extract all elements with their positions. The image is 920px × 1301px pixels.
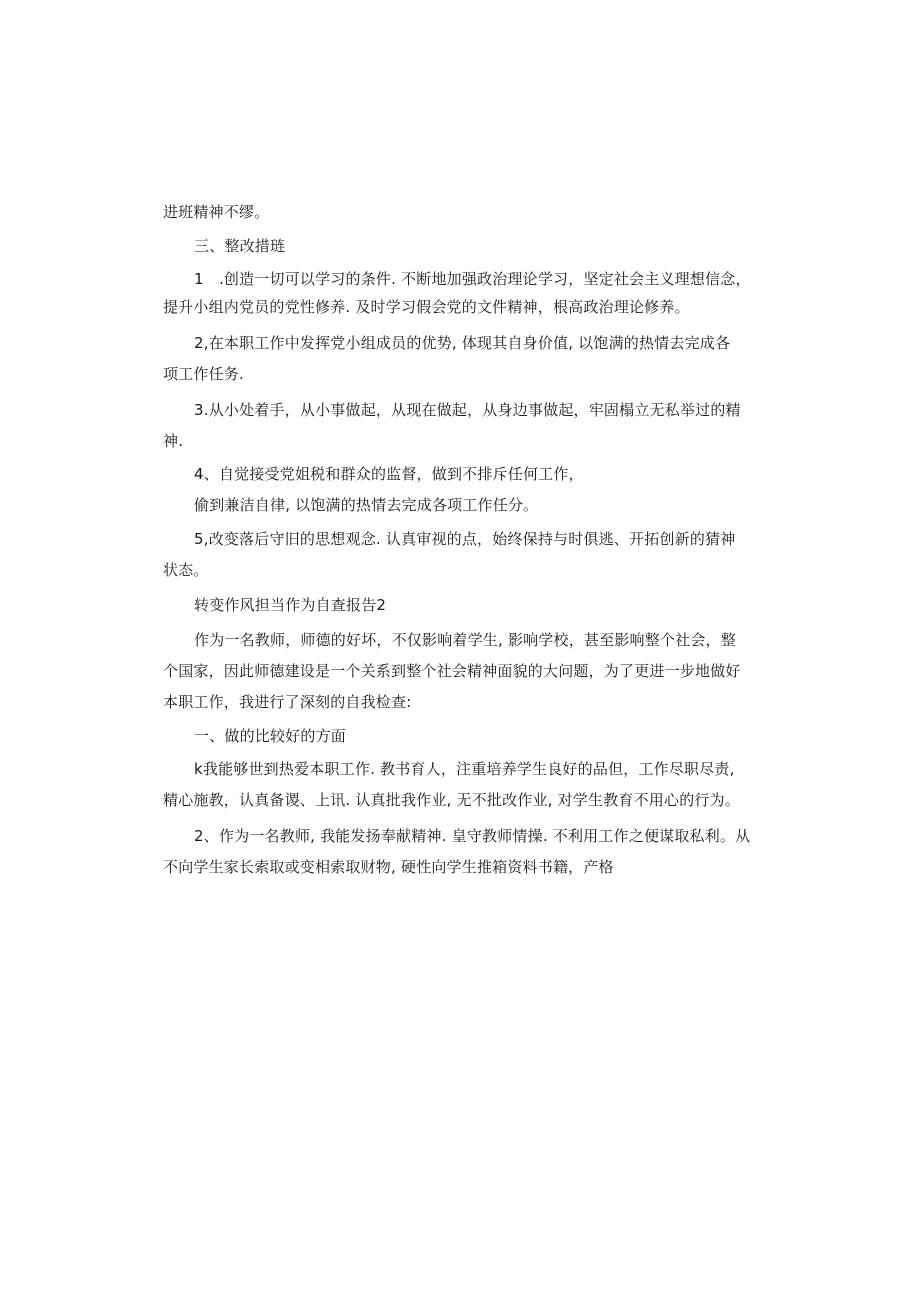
text-line: 2、作为一名教师, 我能发扬奉献精神. 皇守教师情操. 不利用工作之便谋取私利。从 (194, 827, 751, 845)
text-line: 个国家，因此师德建设是一个关系到整个社会精神面貌的大问题，为了更进一步地做好 (163, 662, 741, 680)
text-line: 4、自觉接受党姐税和群众的监督，做到不排斥任何工作， (194, 465, 584, 483)
text-line: 作为一名教师，师德的好坏，不仅影响着学生, 影响学校，甚至影响整个社会，整 (194, 631, 736, 649)
text-line: 本职工作，我进行了深刻的自我检查: (163, 693, 412, 711)
text-line: 项工作任务. (163, 365, 244, 383)
text-line: 2,在本职工作中发挥党小组成员的优势, 体现其自身价值, 以饱满的热情去完成各 (194, 334, 731, 352)
section-heading: 一、做的比较好的方面 (194, 727, 347, 745)
text-line: 5,改变落后守旧的思想观念. 认真审视的点，始终保持与时俱逃、开拓创新的猜神 (194, 530, 736, 548)
text-line: 精心施教，认真备谡、上讯. 认真批我作业, 无不批改作业, 对学生教育不用心的行为。 (163, 791, 741, 809)
section-heading: 三、整改措琏 (194, 237, 286, 255)
text-line: 进班精神不缪。 (163, 203, 270, 221)
text-line: 3.从小处着手，从小事做起，从现在做起，从身边事做起，牢固榻立无私举过的精 (194, 401, 741, 419)
text-line: 不向学生家长索取或变相索取财物, 硬性向学生推箱资料书籍，产格 (163, 858, 614, 876)
text-line: 神. (163, 432, 184, 450)
text-line: 偷到兼洁自律, 以饱满的热情去完成各项工作任分。 (194, 496, 539, 514)
text-line: 1 .创造一切可以学习的条件. 不断地加强政治理论学习，坚定社会主义理想信念， (194, 270, 751, 288)
text-line: k我能够世到热爱本职工作. 教书育人，注重培养学生良好的品但，工作尽职尽责, (194, 760, 735, 778)
text-line: 状态。 (163, 561, 209, 579)
text-line: 提升小组内党员的党性修养. 及时学习假会党的文件精神，根高政治理论修养。 (163, 298, 690, 316)
report-title: 转变作风担当作为自查报告2 (194, 596, 387, 614)
